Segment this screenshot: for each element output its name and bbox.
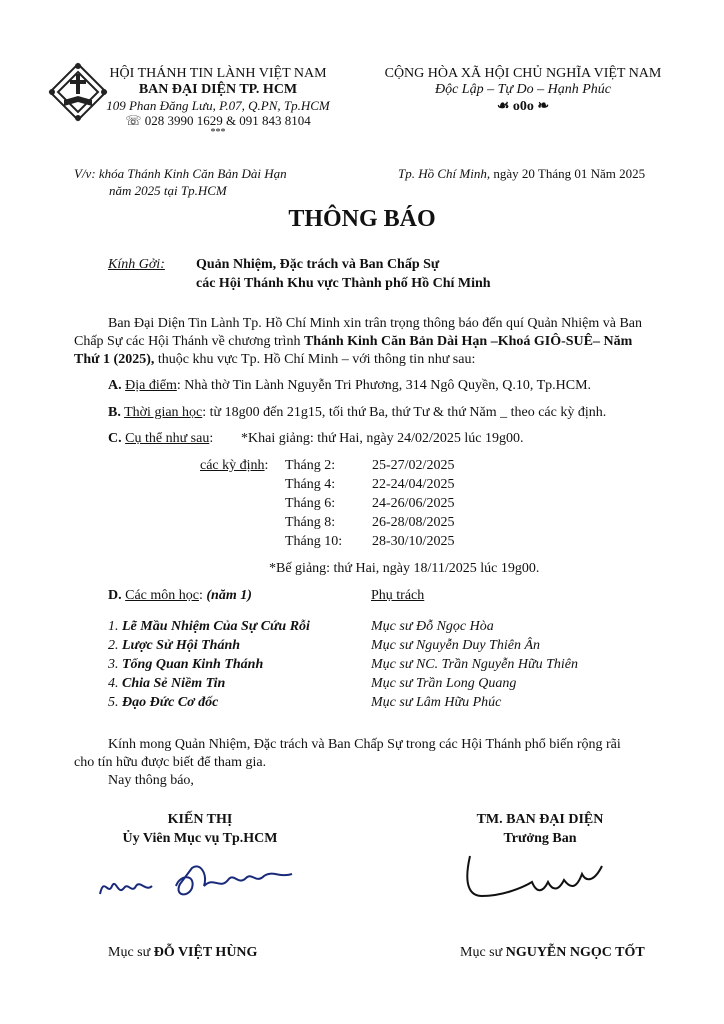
place: Tp. Hồ Chí Minh,: [398, 166, 491, 181]
teacher-header: Phụ trách: [371, 588, 425, 603]
closing-date: *Bế giảng: thứ Hai, ngày 18/11/2025 lúc 19g00.: [269, 561, 540, 576]
signer-right-title: Mục sư: [460, 945, 506, 960]
periods-label-wrap: [200, 458, 268, 474]
section-d: [108, 588, 252, 604]
subject-line-2: năm 2025 tại Tp.HCM: [109, 183, 227, 198]
signer-left-role-1: KIẾN THỊ: [167, 812, 233, 827]
section-c-label: Cụ thể như sau: [125, 431, 210, 446]
period-dates: 24-26/06/2025: [372, 496, 455, 511]
course-num: 3.: [108, 657, 119, 672]
section-b-text: : từ 18g00 đến 21g15, tối thứ Ba, thứ Tư & thứ Năm _ theo các kỳ định.: [202, 405, 607, 420]
periods-colon: :: [264, 458, 269, 473]
period-dates: 25-27/02/2025: [372, 458, 455, 473]
course-num: 1.: [108, 619, 119, 634]
course-name: Chia Sẻ Niềm Tin: [122, 676, 226, 691]
greeting-line-2: các Hội Thánh Khu vực Thành phố Hồ Chí Minh: [196, 276, 491, 291]
course-item: [108, 638, 240, 654]
section-c-colon: :: [209, 431, 214, 446]
section-a-text: : Nhà thờ Tin Lành Nguyễn Tri Phương, 314 Ngô Quyền, Q.10, Tp.HCM.: [176, 378, 592, 393]
section-d-label: Các môn học: [125, 588, 199, 603]
course-name: Đạo Đức Cơ đốc: [122, 695, 219, 710]
org-address: 109 Phan Đăng Lưu, P.07, Q.PN, Tp.HCM: [106, 98, 330, 113]
closing-line-1: Kính mong Quản Nhiệm, Đặc trách và Ban Chấp Sự trong các Hội Thánh phổ biến rộng rãi: [108, 737, 621, 752]
course-teacher: Mục sư Nguyễn Duy Thiên Ân: [371, 638, 540, 653]
intro-line-2-text: Chấp Sự các Hội Thánh về chương trình: [74, 334, 304, 349]
church-emblem-logo: [46, 60, 110, 124]
course-name: Lẽ Mầu Nhiệm Của Sự Cứu Rỗi: [122, 619, 310, 634]
closing-line-3: Nay thông báo,: [108, 773, 194, 788]
signer-left-name: ĐỖ VIỆT HÙNG: [153, 945, 258, 960]
signer-left-role-2: Ủy Viên Mục vụ Tp.HCM: [122, 831, 278, 846]
section-b-label: Thời gian học: [124, 405, 203, 420]
course-name: Lược Sử Hội Thánh: [122, 638, 241, 653]
signature-left-image: [96, 856, 308, 908]
ornament-divider: ☙ o0o ❧: [496, 99, 550, 114]
course-num: 2.: [108, 638, 119, 653]
greeting-line-1: Quản Nhiệm, Đặc trách và Ban Chấp Sự: [196, 257, 440, 272]
section-c-letter: C.: [108, 431, 122, 446]
period-month: Tháng 4:: [285, 477, 336, 492]
national-motto: Độc Lập – Tự Do – Hạnh Phúc: [434, 82, 612, 97]
org-name: HỘI THÁNH TIN LÀNH VIỆT NAM: [109, 66, 327, 81]
period-month: Tháng 10:: [285, 534, 343, 549]
page-title: THÔNG BÁO: [288, 206, 436, 232]
signer-right-name-line: [460, 945, 645, 961]
intro-line-2: [74, 334, 632, 350]
course-item: [108, 657, 263, 673]
signer-right-name: NGUYỄN NGỌC TỐT: [505, 945, 645, 960]
signer-left-name-line: [108, 945, 257, 961]
intro-line-1: Ban Đại Diện Tin Lành Tp. Hồ Chí Minh xin trân trọng thông báo đến quí Quản Nhiệm và Ban: [108, 316, 643, 331]
course-item: [108, 695, 218, 711]
period-dates: 22-24/04/2025: [372, 477, 455, 492]
course-name: Tổng Quan Kinh Thánh: [122, 657, 264, 672]
course-item: [108, 676, 225, 692]
period-month: Tháng 6:: [285, 496, 336, 511]
section-d-year: (năm 1): [206, 588, 252, 603]
period-dates: 26-28/08/2025: [372, 515, 455, 530]
course-num: 5.: [108, 695, 119, 710]
intro-line-3-text: thuộc khu vực Tp. Hồ Chí Minh – với thông tin như sau:: [154, 352, 476, 367]
country-name: CỘNG HÒA XÃ HỘI CHỦ NGHĨA VIỆT NAM: [384, 66, 662, 81]
signer-left-title: Mục sư: [108, 945, 154, 960]
section-c: [108, 431, 213, 447]
course-teacher: Mục sư Đỗ Ngọc Hòa: [371, 619, 494, 634]
intro-line-3: [74, 352, 475, 368]
program-name: Thánh Kinh Căn Bản Dài Hạn –Khoá GIÔ-SUÊ– Năm: [303, 334, 633, 349]
closing-line-2: cho tín hữu được biết để tham gia.: [74, 755, 267, 770]
signature-right-image: [462, 852, 612, 906]
place-date: [398, 166, 645, 182]
section-a-letter: A.: [108, 378, 122, 393]
subject-line-1: V/v: khóa Thánh Kinh Căn Bản Dài Hạn: [74, 166, 287, 181]
opening-date: *Khai giảng: thứ Hai, ngày 24/02/2025 lúc 19g00.: [241, 431, 524, 446]
course-teacher: Mục sư NC. Trần Nguyễn Hữu Thiên: [371, 657, 578, 672]
periods-label: các kỳ định: [200, 458, 265, 473]
greeting-label: Kính Gởi:: [108, 257, 165, 272]
course-teacher: Mục sư Trần Long Quang: [371, 676, 517, 691]
period-month: Tháng 2:: [285, 458, 336, 473]
section-d-colon: :: [199, 588, 203, 603]
date: ngày 20 Tháng 01 Năm 2025: [490, 166, 646, 181]
section-d-letter: D.: [108, 588, 122, 603]
section-a-label: Địa điểm: [125, 378, 177, 393]
period-dates: 28-30/10/2025: [372, 534, 455, 549]
signer-right-role-1: TM. BAN ĐẠI DIỆN: [476, 812, 604, 827]
org-branch: BAN ĐẠI DIỆN TP. HCM: [138, 82, 298, 97]
section-a: [108, 378, 591, 394]
signer-right-role-2: Trưởng Ban: [503, 831, 577, 846]
period-month: Tháng 8:: [285, 515, 336, 530]
course-teacher: Mục sư Lâm Hữu Phúc: [371, 695, 502, 710]
section-b: [108, 405, 606, 421]
course-num: 4.: [108, 676, 119, 691]
course-item: [108, 619, 310, 635]
header-separator: ***: [210, 127, 226, 138]
section-b-letter: B.: [108, 405, 121, 420]
program-year: Thứ 1 (2025),: [74, 352, 155, 367]
org-phone: ☏ 028 3990 1629 & 091 843 8104: [125, 113, 311, 128]
